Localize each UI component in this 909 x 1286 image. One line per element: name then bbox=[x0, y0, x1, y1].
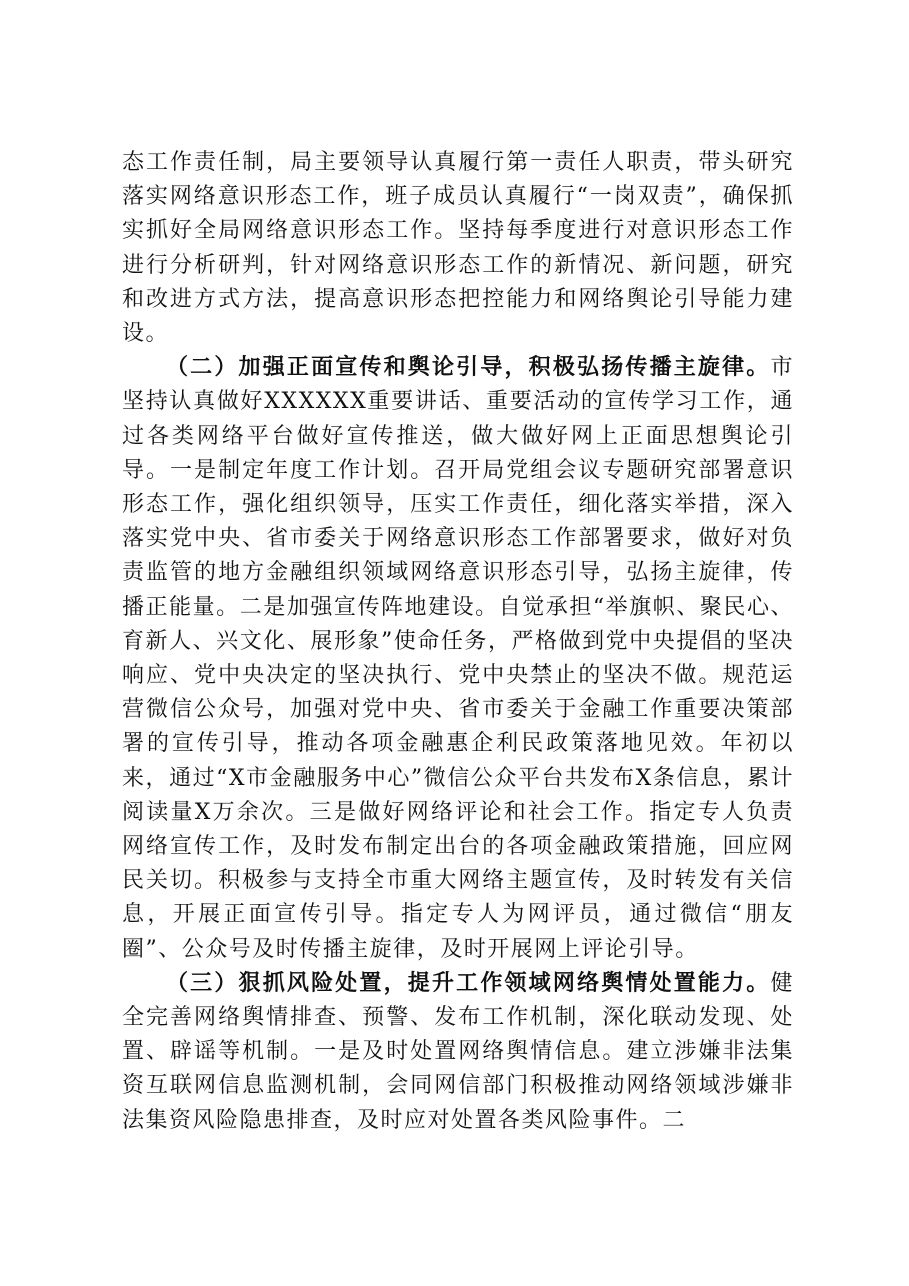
document-body bbox=[122, 146, 794, 1138]
paragraph-1 bbox=[122, 146, 794, 351]
paragraph-1-text: 态工作责任制，局主要领导认真履行第一责任人职责，带头研究落实网络意识形态工作，班子成员认真履行“一岗双责”，确保抓实抓好全局网络意识形态工作。坚持每季度进行对意识形态工作进行分析研判，针对网络意识形态工作的新情况、新问题，研究和改进方式方法，提高意识形态把控能力和网络舆论引导能力建设。 bbox=[122, 150, 794, 347]
section-heading-2: （二）加强正面宣传和舆论引导，积极弘扬传播主旋律。 bbox=[166, 355, 771, 381]
paragraph-2 bbox=[122, 351, 794, 967]
paragraph-2-text: 市坚持认真做好XXXXXX重要讲话、重要活动的宣传学习工作，通过各类网络平台做好宣传推送，做大做好网上正面思想舆论引导。一是制定年度工作计划。召开局党组会议专题研究部署意识形态工作，强化组织领导，压实工作责任，细化落实举措，深入落实党中央、省市委关于网络意识形态工作部署要求，做好对负责监管的地方金融组织领域网络意识形态引导，弘扬主旋律，传播正能量。二是加强宣传阵地建设。自觉承担“举旗帜、聚民心、育新人、兴文化、展形象”使命任务，严格做到党中央提倡的坚决响应、党中央决定的坚决执行、党中央禁止的坚决不做。规范运营微信公众号，加强对党中央、省市委关于金融工作重要决策部署的宣传引导，推动各项金融惠企利民政策落地见效。年初以来，通过“X市金融服务中心”微信公众平台共发布X条信息，累计阅读量X万余次。三是做好网络评论和社会工作。指定专人负责网络宣传工作，及时发布制定出台的各项金融政策措施，回应网民关切。积极参与支持全市重大网络主题宣传，及时转发有关信息，开展正面宣传引导。指定专人为网评员，通过微信“朋友圈”、公众号及时传播主旋律，及时开展网上评论引导。 bbox=[122, 355, 794, 962]
paragraph-3-text: 健全完善网络舆情排查、预警、发布工作机制，深化联动发现、处置、辟谣等机制。一是及时处置网络舆情信息。建立涉嫌非法集资互联网信息监测机制，会同网信部门积极推动网络领域涉嫌非法集资风险隐患排查，及时应对处置各类风险事件。二 bbox=[122, 970, 794, 1133]
section-heading-3: （三）狠抓风险处置，提升工作领域网络舆情处置能力。 bbox=[166, 970, 771, 996]
paragraph-3 bbox=[122, 967, 794, 1138]
